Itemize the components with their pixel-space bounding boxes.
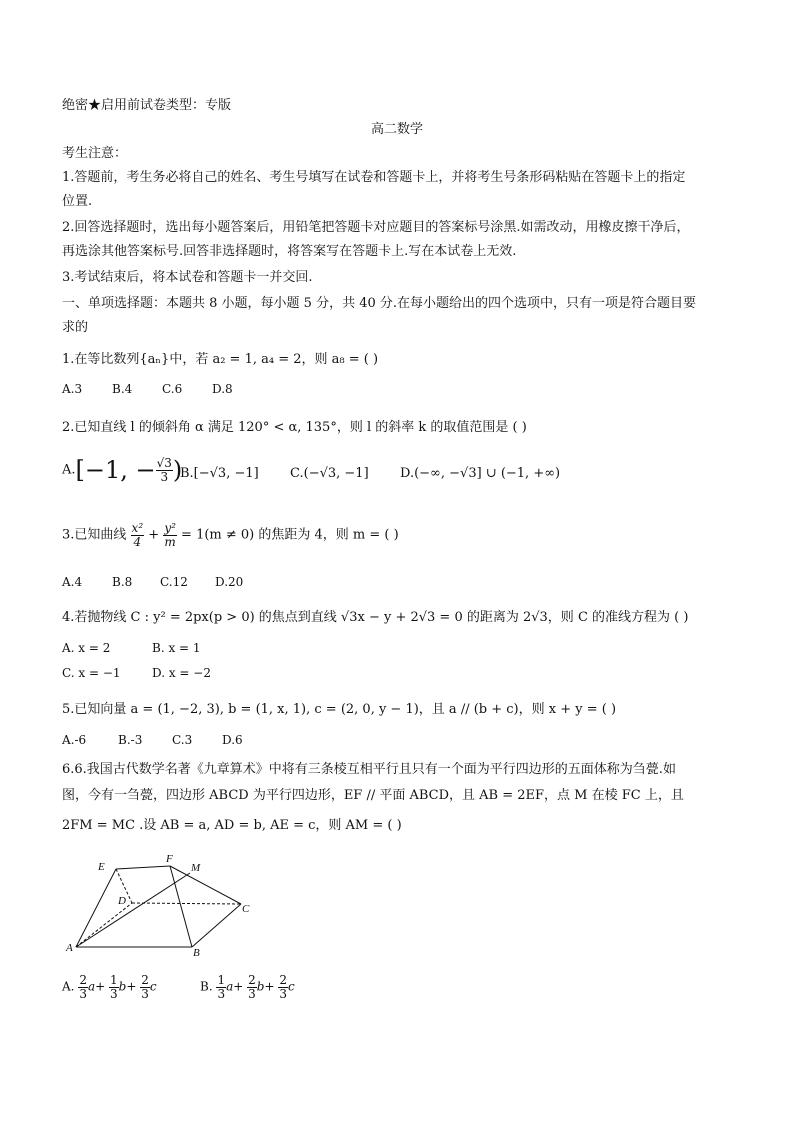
q6a-t1-var: a xyxy=(87,979,96,994)
q6a-t3-den: 3 xyxy=(141,986,149,1001)
q6b-t1-var: a xyxy=(226,979,234,994)
exam-title: 高二数学 xyxy=(370,122,423,137)
edge-ef xyxy=(116,866,170,869)
q2-option-c: C.(−√3, −1] xyxy=(290,466,369,481)
question-1: 1.在等比数列{aₙ}中，若 a₂ = 1, a₄ = 2，则 a₈ = ( ) xyxy=(62,352,379,367)
q6b-t2-op: + xyxy=(264,979,275,994)
q5-option-a: A.-6 xyxy=(62,733,87,747)
q6a-t1-op: + xyxy=(95,979,106,994)
q6b-term-2 xyxy=(247,974,257,1000)
label-a: A xyxy=(66,942,73,954)
notice-item-1-cont: 位置. xyxy=(62,194,93,209)
q5-option-d: D.6 xyxy=(222,733,243,747)
q6b-t1-den: 3 xyxy=(217,986,226,1001)
q2-option-a-right: ) xyxy=(172,456,183,484)
q2-option-a-left: [−1, − xyxy=(75,456,156,484)
label-f: F xyxy=(166,853,173,865)
q6a-term-3 xyxy=(140,974,150,1000)
edge-ad xyxy=(76,903,132,947)
q2-option-a xyxy=(62,456,182,484)
question-6-cont-1: 图，今有一刍甍，四边形 ABCD 为平行四边形，EF // 平面 ABCD，且 AB = 2EF，点 M 在棱 FC 上，且 xyxy=(62,788,684,803)
q3-plus: + xyxy=(148,527,160,543)
q2-option-b: B.[−√3, −1] xyxy=(180,466,259,481)
q3-option-c: C.12 xyxy=(160,575,188,589)
q6a-t2-num: 1 xyxy=(110,973,118,987)
q1-option-b: B.4 xyxy=(112,382,133,396)
q3-suffix: = 1(m ≠ 0) 的焦距为 4，则 m = ( ) xyxy=(181,527,399,543)
q3-option-d: D.20 xyxy=(215,575,244,589)
q5-option-c: C.3 xyxy=(172,733,193,747)
q6b-t3-num: 2 xyxy=(279,973,288,987)
q6b-t2-num: 2 xyxy=(248,973,256,987)
q6a-t1-num: 2 xyxy=(79,973,87,987)
q3-fraction-y xyxy=(163,522,177,548)
q6a-t3-var: c xyxy=(149,979,157,994)
q3-fraction-x xyxy=(131,522,145,548)
classified-header: 绝密★启用前试卷类型：专版 xyxy=(62,98,232,113)
q6-option-b xyxy=(200,974,295,1000)
question-4: 4.若抛物线 C : y² = 2px(p > 0) 的焦点到直线 √3x − y + 2√3 = 0 的距离为 2√3，则 C 的准线方程为 ( ) xyxy=(62,610,689,625)
edge-fc xyxy=(170,866,241,904)
q2-option-a-fraction xyxy=(156,457,173,483)
section-heading: 一、单项选择题：本题共 8 小题，每小题 5 分，共 40 分.在每小题给出的四个选项中，只有一项是符合题目要 xyxy=(62,296,697,311)
q1-option-c: C.6 xyxy=(162,382,183,396)
q6-option-a-label: A. xyxy=(62,979,75,994)
edge-bc xyxy=(192,904,241,947)
q6b-t2-var: b xyxy=(256,979,265,994)
label-c: C xyxy=(242,903,250,915)
q6-option-b-label: B. xyxy=(200,979,213,994)
q6a-t1-den: 3 xyxy=(79,986,87,1001)
notice-item-3: 3.考试结束后，将本试卷和答题卡一并交回. xyxy=(62,270,313,285)
label-d: D xyxy=(118,895,126,907)
q3-prefix: 3.已知曲线 xyxy=(62,527,127,543)
section-heading-cont: 求的 xyxy=(62,320,89,335)
question-5: 5.已知向量 a = (1, −2, 3), b = (1, x, 1), c = (2, 0, y − 1)，且 a // (b + c)，则 x + y = ( ) xyxy=(62,702,617,717)
question-6: 6.6.我国古代数学名著《九章算术》中将有三条棱互相平行且只有一个面为平行四边形的五面体称为刍甍.如 xyxy=(62,762,676,777)
notice-item-2-cont: 再选涂其他答案标号.回答非选择题时，将答案写在答题卡上.写在本试卷上无效. xyxy=(62,244,517,259)
q2-option-d: D.(−∞, −√3] ∪ (−1, +∞) xyxy=(400,466,561,481)
label-m: M xyxy=(191,862,201,874)
notice-item-1: 1.答题前，考生务必将自己的姓名、考生号填写在试卷和答题卡上，并将考生号条形码粘贴在答题卡上的指定 xyxy=(62,170,686,185)
q3-f1-den: 4 xyxy=(133,534,142,549)
q3-f2-den: m xyxy=(164,534,176,549)
edge-ae xyxy=(76,869,116,947)
segment-am xyxy=(76,873,190,947)
q6b-t1-op: + xyxy=(233,979,244,994)
question-6-cont-2: 2FM = MC .设 AB = a, AD = b, AE = c，则 AM = ( ) xyxy=(62,818,402,833)
q4-option-c: C. x = −1 xyxy=(62,666,121,680)
q3-f2-num: y² xyxy=(164,521,176,535)
question-2: 2.已知直线 l 的倾斜角 α 满足 120° < α, 135°，则 l 的斜率 k 的取值范围是 ( ) xyxy=(62,420,527,435)
q3-f1-num: x² xyxy=(131,521,144,535)
q5-option-b: B.-3 xyxy=(118,733,143,747)
q6a-t2-den: 3 xyxy=(110,986,118,1001)
q4-option-a: A. x = 2 xyxy=(62,641,111,655)
edge-dc xyxy=(132,903,241,904)
q6b-term-3 xyxy=(278,974,288,1000)
q2-option-a-label: A. xyxy=(62,462,76,478)
q6-option-a xyxy=(62,974,157,1000)
q3-option-b: B.8 xyxy=(112,575,133,589)
chumeng-figure xyxy=(62,850,262,960)
q6b-term-1 xyxy=(216,974,226,1000)
q3-option-a: A.4 xyxy=(62,575,83,589)
q6a-t3-num: 2 xyxy=(141,973,149,987)
q6b-t3-var: c xyxy=(288,979,295,994)
question-3 xyxy=(62,522,399,548)
q1-option-d: D.8 xyxy=(212,382,233,396)
q1-option-a: A.3 xyxy=(62,382,83,396)
label-e: E xyxy=(98,861,105,873)
label-b: B xyxy=(193,947,200,959)
q2-option-a-den: 3 xyxy=(160,469,169,484)
q6a-t2-op: + xyxy=(126,979,137,994)
q4-option-b: B. x = 1 xyxy=(152,641,201,655)
q6b-t1-num: 1 xyxy=(217,973,226,987)
notice-heading: 考生注意： xyxy=(62,146,128,161)
q2-option-a-num: √3 xyxy=(156,455,172,470)
q6a-t2-var: b xyxy=(118,979,127,994)
q6b-t3-den: 3 xyxy=(279,986,288,1001)
q6b-t2-den: 3 xyxy=(248,986,256,1001)
notice-item-2: 2.回答选择题时，选出每小题答案后，用铅笔把答题卡对应题目的答案标号涂黑.如需改动，用橡皮擦干净后， xyxy=(62,220,690,235)
edge-fb xyxy=(170,866,192,947)
q4-option-d: D. x = −2 xyxy=(152,666,211,680)
q6a-term-1 xyxy=(78,974,88,1000)
q6a-term-2 xyxy=(109,974,119,1000)
